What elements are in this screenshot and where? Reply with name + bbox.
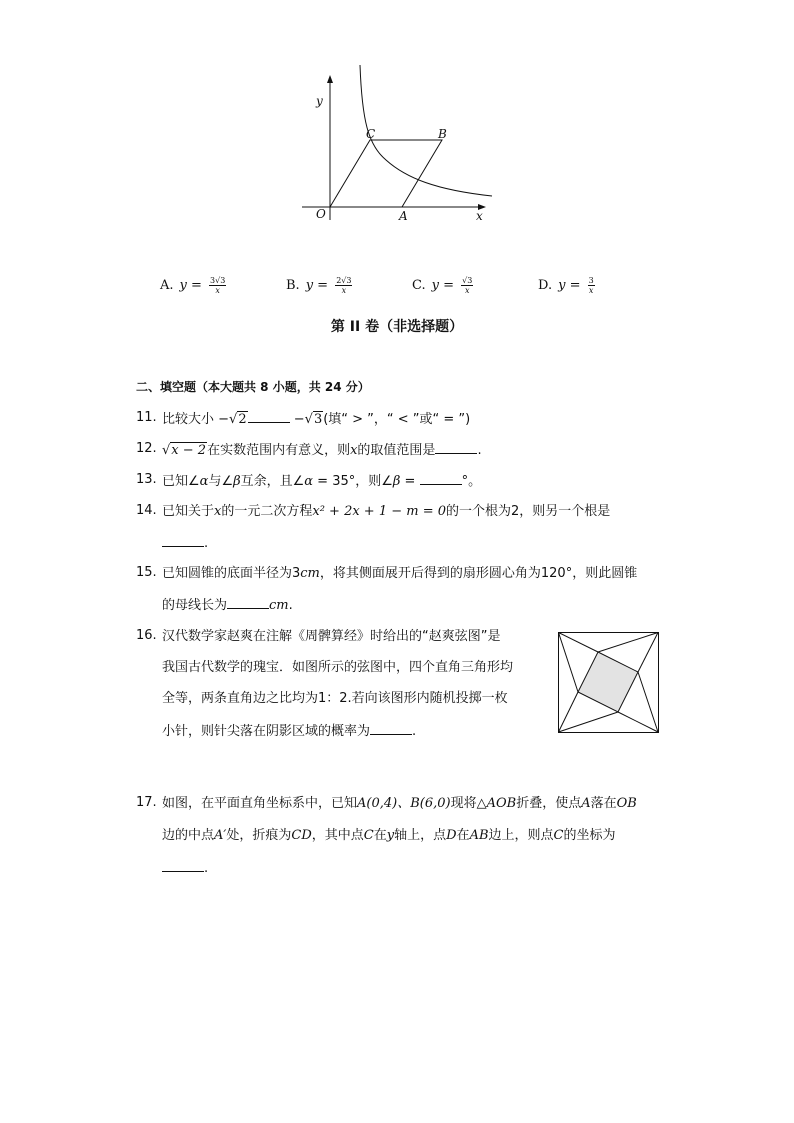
label-y: y bbox=[316, 94, 323, 108]
hyperbola-parallelogram-figure bbox=[296, 60, 496, 230]
q16-line3: 全等，两条直角边之比均为1：2.若向该图形内随机投掷一枚 bbox=[162, 691, 508, 706]
label-O: O bbox=[316, 207, 326, 221]
q13-number: 13. bbox=[136, 472, 157, 487]
q15-line2: 的母线长为 cm. bbox=[162, 598, 293, 613]
q17-line1: 如图，在平面直角坐标系中，已知A(0,4)、B(6,0)现将△AOB折叠，使点A落在OB bbox=[162, 796, 637, 811]
q14-number: 14. bbox=[136, 503, 157, 518]
q15-number: 15. bbox=[136, 565, 157, 580]
q16-line4: 小针，则针尖落在阴影区域的概率为 . bbox=[162, 724, 417, 739]
q12-number: 12. bbox=[136, 441, 157, 456]
q16-line1: 汉代数学家赵爽在注解《周髀算经》时给出的“赵爽弦图”是 bbox=[162, 629, 501, 644]
zhao-shuang-figure bbox=[558, 632, 660, 734]
q17-line2: 边的中点A′处，折痕为CD，其中点C在y轴上，点D在AB边上，则点C的坐标为 bbox=[162, 828, 616, 843]
q12-text: √x − 2在实数范围内有意义，则x的取值范围是 . bbox=[162, 443, 482, 458]
q14-text: 已知关于x的一元二次方程x² + 2x + 1 − m = 0的一个根为2，则另一个根是 bbox=[162, 504, 611, 519]
q16-number: 16. bbox=[136, 628, 157, 643]
choice-c: C. y = $\frac{√3}{x}$ bbox=[412, 276, 473, 295]
q17-number: 17. bbox=[136, 795, 157, 810]
q14-answer-line: . bbox=[162, 534, 208, 553]
q16-line2: 我国古代数学的瑰宝．如图所示的弦图中，四个直角三角形均 bbox=[162, 660, 514, 675]
part-heading: 二、填空题（本大题共 8 小题，共 24 分） bbox=[136, 380, 370, 394]
choice-b: B. y = $\frac{2√3}{x}$ bbox=[286, 276, 352, 295]
label-x: x bbox=[476, 209, 483, 223]
q17-answer-line: . bbox=[162, 859, 208, 878]
q11-number: 11. bbox=[136, 410, 157, 425]
q11-text: 比较大小 −√2 −√3(填“ > ”，“ < ”或“ = ”) bbox=[162, 412, 471, 427]
choice-a: A. y = $\frac{3√3}{x}$ bbox=[160, 276, 226, 295]
choice-d: D. y = $\frac{3}{x}$ bbox=[538, 276, 594, 295]
label-C: C bbox=[366, 127, 376, 141]
section-title: 第 II 卷（非选择题） bbox=[330, 319, 464, 335]
q13-text: 已知∠α与∠β互余，且∠α = 35°，则∠β = °。 bbox=[162, 474, 482, 489]
q15-line1: 已知圆锥的底面半径为3cm，将其侧面展开后得到的扇形圆心角为120°，则此圆锥 bbox=[162, 566, 638, 581]
label-A: A bbox=[399, 209, 408, 223]
label-B: B bbox=[438, 127, 447, 141]
